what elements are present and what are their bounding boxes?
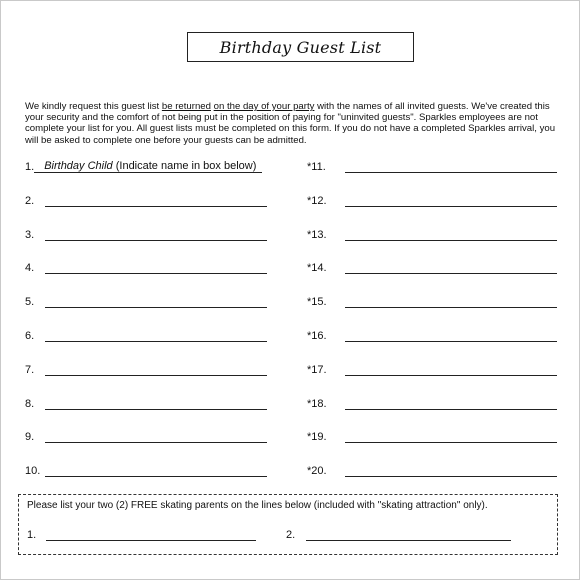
- parent-row-2: [286, 525, 295, 541]
- guest-number: *15.: [307, 296, 327, 309]
- guest-name-line[interactable]: [345, 307, 557, 308]
- guest-row-right: [307, 360, 327, 376]
- guest-row-right: [307, 258, 327, 274]
- intro-text-3: with the names of all invited guests. We've created this your security and the comfort of not being put in the position of paying for "uninvited guests". Sparkles employees are not complete your list for you. All guest lists must be completed on this form. If you do not have a completed Sparkles arrival, you will be asked to complete one before your guests can be admitted.: [25, 101, 556, 146]
- guest-number-1: 1.: [25, 161, 35, 173]
- guest-name-line[interactable]: [45, 476, 267, 477]
- guest-row-right: [307, 292, 327, 308]
- parent-line-2[interactable]: [306, 540, 511, 541]
- guest-row-left: [25, 225, 34, 241]
- birthday-child-note: (Indicate name in box below): [112, 160, 257, 172]
- parent-number-2: 2.: [286, 529, 296, 541]
- guest-number: 4.: [25, 262, 35, 275]
- guest-name-line[interactable]: [345, 273, 557, 274]
- guest-number: 6.: [25, 330, 35, 342]
- guest-row-left: [25, 258, 34, 274]
- intro-underline-1: be returned: [161, 101, 211, 112]
- birthday-child-label[interactable]: [34, 160, 262, 173]
- guest-row-right: [307, 225, 327, 241]
- guest-number: *11.: [307, 161, 326, 173]
- title-box: [187, 32, 414, 62]
- guest-number: *12.: [307, 194, 327, 207]
- guest-name-line[interactable]: [345, 375, 557, 376]
- page-title: Birthday Guest List: [219, 37, 382, 57]
- guest-number: *19.: [307, 431, 327, 444]
- guest-number: 2.: [25, 194, 35, 207]
- guest-name-line[interactable]: [45, 307, 267, 308]
- guest-row-left: [25, 360, 34, 376]
- guest-number: *13.: [307, 228, 327, 241]
- guest-number: 10.: [25, 465, 41, 478]
- guest-name-line[interactable]: [45, 273, 267, 274]
- parent-line-1[interactable]: [46, 540, 256, 541]
- guest-name-line[interactable]: [345, 476, 557, 477]
- guest-name-line[interactable]: [345, 172, 557, 173]
- guest-name-line[interactable]: [345, 409, 557, 410]
- intro-text-1: We kindly request this guest list: [25, 101, 162, 112]
- intro-paragraph: [25, 101, 560, 146]
- guest-row-left: [25, 461, 40, 477]
- guest-name-line[interactable]: [45, 341, 267, 342]
- guest-name-line[interactable]: [45, 240, 267, 241]
- guest-number: 7.: [25, 363, 35, 376]
- guest-number: *20.: [307, 465, 327, 478]
- guest-name-line[interactable]: [345, 206, 557, 207]
- guest-row-1: [25, 157, 262, 173]
- guest-name-line[interactable]: [45, 442, 267, 443]
- free-parents-instruction: Please list your two (2) FREE skating parents on the lines below (included with "skating attraction" only).: [27, 500, 488, 511]
- guest-name-line[interactable]: [45, 206, 267, 207]
- guest-number: *17.: [307, 363, 327, 376]
- guest-number: *16.: [307, 330, 327, 342]
- guest-row-right: [307, 427, 327, 443]
- guest-row-right: [307, 157, 326, 173]
- guest-row-right: [307, 326, 327, 342]
- guest-number: 9.: [25, 431, 35, 444]
- parent-row-1: [27, 525, 36, 541]
- guest-row-left: [25, 394, 34, 410]
- guest-number: *18.: [307, 397, 327, 410]
- guest-name-line[interactable]: [345, 442, 557, 443]
- guest-row-left: [25, 427, 34, 443]
- guest-row-left: [25, 191, 34, 207]
- guest-number: 5.: [25, 296, 35, 309]
- guest-name-line[interactable]: [345, 341, 557, 342]
- guest-number: *14.: [307, 262, 327, 275]
- guest-row-right: [307, 394, 327, 410]
- birthday-child-italic: Birthday Child: [44, 160, 113, 172]
- guest-number: 3.: [25, 228, 35, 241]
- guest-name-line[interactable]: [345, 240, 557, 241]
- guest-number: 8.: [25, 397, 35, 410]
- guest-row-left: [25, 292, 34, 308]
- guest-row-right: [307, 461, 327, 477]
- intro-underline-2: on the day of your party: [213, 101, 315, 112]
- parent-number-1: 1.: [27, 529, 37, 541]
- guest-row-right: [307, 191, 327, 207]
- guest-name-line[interactable]: [45, 409, 267, 410]
- free-parents-box: [18, 494, 558, 555]
- guest-name-line[interactable]: [45, 375, 267, 376]
- guest-row-left: [25, 326, 34, 342]
